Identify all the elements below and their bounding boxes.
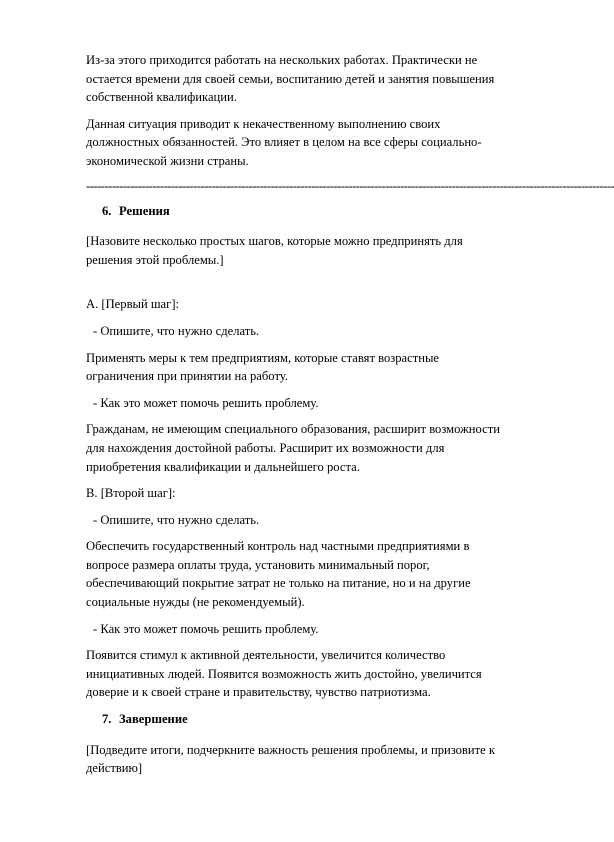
step-b-label: B. [Второй шаг]: bbox=[86, 486, 176, 501]
step-a-label: A. [Первый шаг]: bbox=[86, 297, 180, 312]
paragraph-consequences: Данная ситуация приводит к некачественному выполнению своих должностных обязанностей. Это влияет в целом на все сферы социально- экономической жизни страны. bbox=[86, 116, 482, 168]
section-6-title: Решения bbox=[119, 203, 170, 218]
step-a-question-how: - Как это может помочь решить проблему. bbox=[93, 395, 319, 410]
section-6-number: 6. bbox=[102, 203, 112, 218]
paragraph-work-multiple-jobs: Из-за этого приходится работать на нескольких работах. Практически не остается времени для своей семьи, воспитанию детей и занятия повышения собственной квалификации. bbox=[86, 53, 495, 105]
section-7-number: 7. bbox=[102, 712, 112, 727]
step-a-question-what: - Опишите, что нужно сделать. bbox=[93, 323, 260, 338]
spacer bbox=[86, 277, 556, 295]
step-a-answer-how: Гражданам, не имеющим специального образования, расширит возможности для нахождения достойной работы. Расширит их возможности для приобретения квалификации и дальнейшего роста. bbox=[86, 422, 500, 474]
section-7-heading bbox=[86, 710, 556, 729]
section-7-instruction: [Подведите итоги, подчеркните важность решения проблемы, и призовите к действию] bbox=[86, 742, 495, 776]
section-7-title: Завершение bbox=[119, 712, 188, 727]
dashed-separator: ----------------------------------------------------------------------------------------------------------------------------------------------- bbox=[86, 178, 614, 193]
step-b-answer-how: Появится стимул к активной деятельности, увеличится количество инициативных людей. Появится возможность жить достойно, увеличится доверие и к своей стране и правительству, чувство патриотизма. bbox=[86, 648, 482, 700]
section-6-heading bbox=[86, 202, 556, 221]
document-page bbox=[86, 51, 614, 786]
step-b-question-what: - Опишите, что нужно сделать. bbox=[93, 512, 260, 527]
step-b-question-how: - Как это может помочь решить проблему. bbox=[93, 621, 319, 636]
section-6-instruction: [Назовите несколько простых шагов, которые можно предпринять для решения этой проблемы.] bbox=[86, 234, 463, 267]
step-a-answer-what: Применять меры к тем предприятиям, которые ставят возрастные ограничения при принятии на работу. bbox=[86, 350, 440, 384]
step-b-answer-what: Обеспечить государственный контроль над частными предприятиями в вопросе размера оплаты труда, установить минимальный порог, обеспечивающий покрытие затрат не только на питание, но и на другие социальные нужды (не рекомендуемый). bbox=[86, 539, 471, 610]
